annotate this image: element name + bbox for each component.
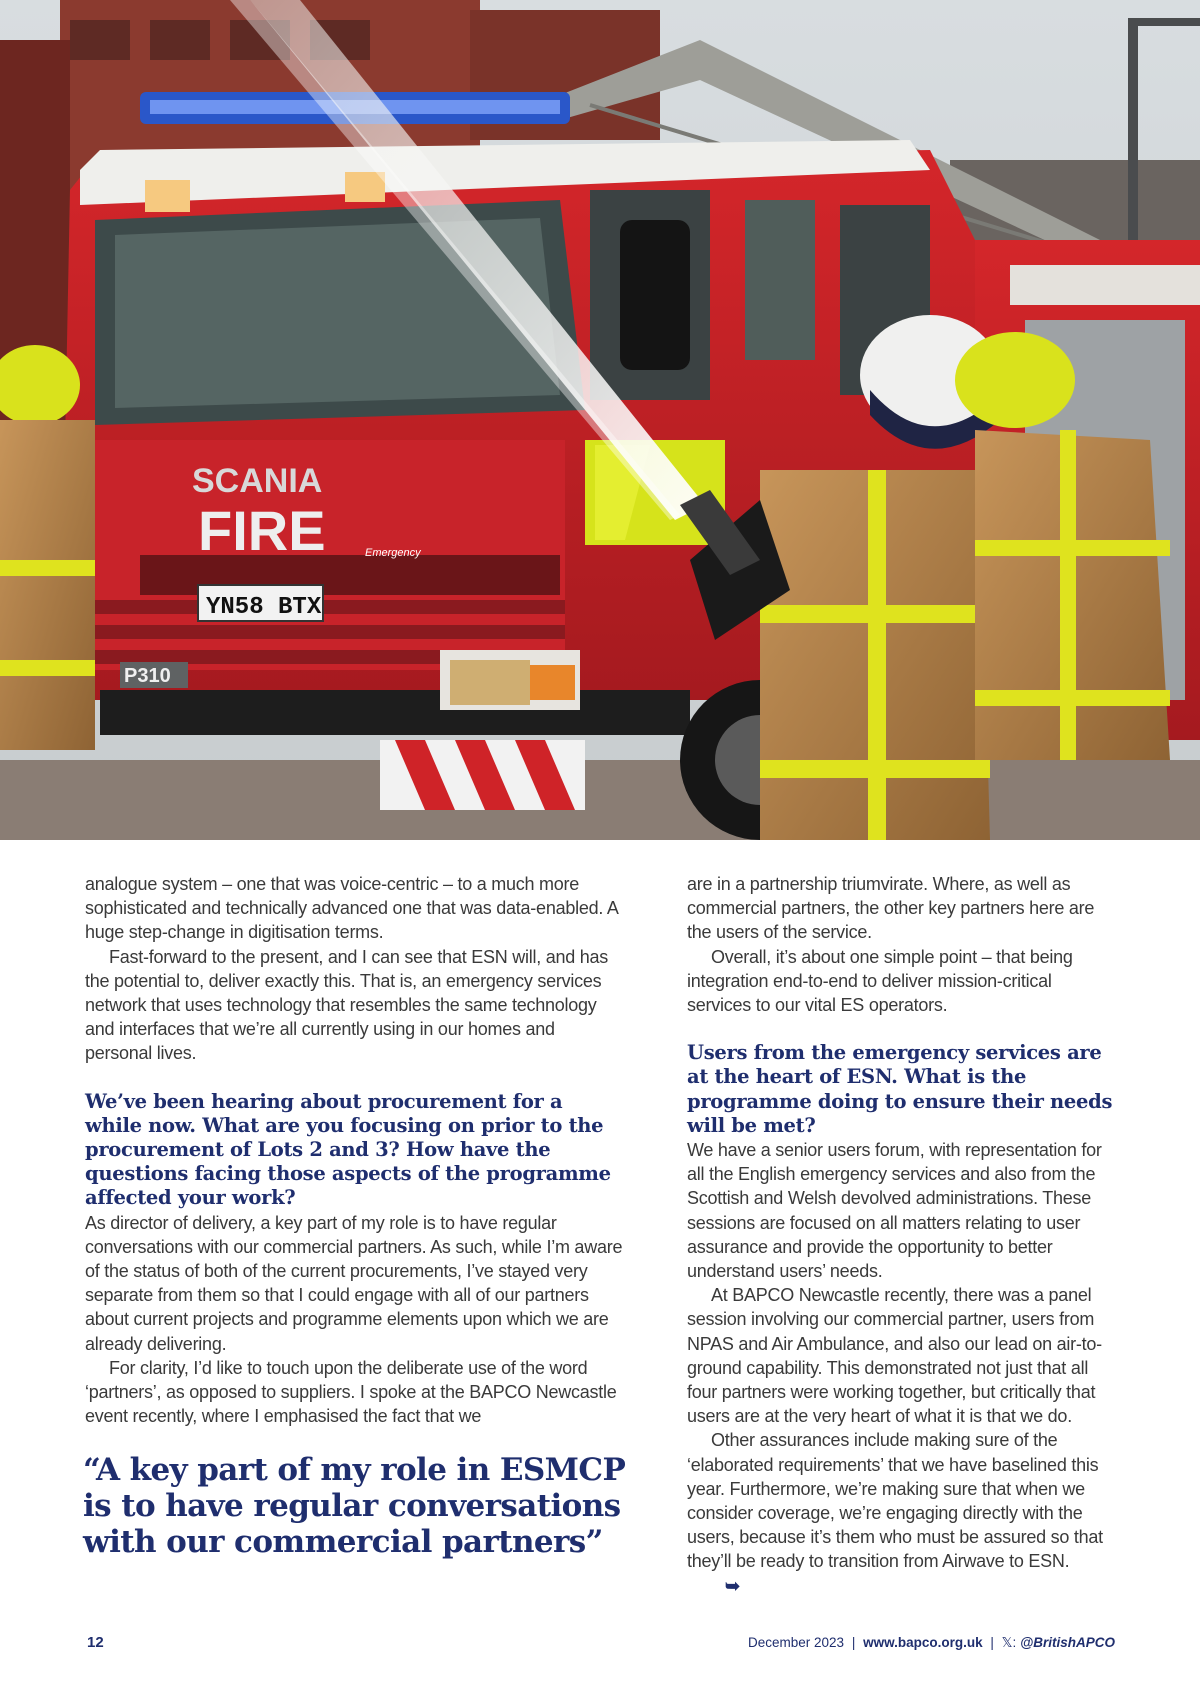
footer-date: December 2023 bbox=[748, 1635, 845, 1650]
number-plate: YN58 BTX bbox=[206, 594, 322, 621]
right-paragraph-5 bbox=[687, 1428, 1117, 1597]
page-number: 12 bbox=[87, 1634, 104, 1651]
right-paragraph-4: At BAPCO Newcastle recently, there was a panel session involving our commercial partner, users from NPAS and Air Ambulance, and also our lead on air-to-ground capability. This demonstrated not just that all four partners were working together, but critically that users are at the very heart of what it is that we do. bbox=[687, 1285, 1102, 1427]
left-paragraph-2: Fast-forward to the present, and I can see that ESN will, and has the potential to, deliver exactly this. That is, an emergency services network that uses technology that resembles the same technology and interfaces that we’re all currently using in our homes and personal lives. bbox=[85, 946, 609, 1064]
right-paragraph-5-text: Other assurances include making sure of the ‘elaborated requirements’ that we have baselined this year. Furthermore, we’re making sure that when we consider coverage, we’re engaging directly with the users, because it’s them who must be assured so that they’ll be ready to transition from Airwave to ESN. bbox=[687, 1430, 1103, 1572]
fire-engine-illustration bbox=[0, 0, 1200, 840]
truck-label: FIRE bbox=[198, 499, 326, 562]
question-heading-users: Users from the emergency services are at the heart of ESN. What is the programme doing to ensure their needs will be met? bbox=[687, 1041, 1113, 1137]
left-paragraph-4: For clarity, I’d like to touch upon the deliberate use of the word ‘partners’, as opposed to suppliers. I spoke at the BAPCO Newcastle event recently, where I emphasised the fact that we bbox=[85, 1357, 617, 1427]
footer-info bbox=[748, 1635, 1115, 1651]
left-paragraph-3: As director of delivery, a key part of my role is to have regular conversations with our commercial partners. As such, while I’m aware of the status of both of the current procurements, I’ve stayed very separate from them so that I could engage with all of our partners about current projects and programme elements upon which we are already delivering. bbox=[85, 1212, 623, 1354]
x-logo-icon: 𝕏: bbox=[1001, 1635, 1017, 1650]
footer-separator: | bbox=[990, 1635, 994, 1650]
left-paragraph-1: analogue system – one that was voice-centric – to a much more sophisticated and technically advanced one that was data-enabled. A huge step-change in digitisation terms. bbox=[85, 874, 618, 943]
continue-arrow-icon: ➥ bbox=[725, 1575, 740, 1596]
right-column bbox=[687, 872, 1117, 1598]
footer-separator: | bbox=[851, 1635, 856, 1650]
right-paragraph-1: are in a partnership triumvirate. Where, as well as commercial partners, the other key partners here are the users of the service. bbox=[687, 874, 1095, 943]
truck-brand: SCANIA bbox=[192, 462, 323, 500]
footer-website-link[interactable]: www.bapco.org.uk bbox=[863, 1635, 983, 1650]
footer-social-handle[interactable]: @BritishAPCO bbox=[1020, 1635, 1115, 1650]
pull-quote: “A key part of my role in ESMCP is to have regular conversations with our commercial partners” bbox=[83, 1452, 626, 1560]
emergency-badge: Emergency bbox=[365, 547, 421, 559]
fleet-number: P310 bbox=[124, 665, 171, 687]
question-heading-procurement: We’ve been hearing about procurement for a while now. What are you focusing on prior to the procurement of Lots 2 and 3? How have the questions facing those aspects of the programme affected your work? bbox=[85, 1089, 611, 1210]
right-paragraph-2: Overall, it’s about one simple point – that being integration end-to-end to deliver mission-critical services to our vital ES operators. bbox=[687, 946, 1073, 1016]
left-column bbox=[85, 872, 625, 1428]
right-paragraph-3: We have a senior users forum, with representation for all the English emergency services and also from the Scottish and Welsh devolved administrations. These sessions are focused on all matters relating to user assurance and provide the opportunity to better understand users’ needs. bbox=[687, 1140, 1102, 1282]
hero-photo bbox=[0, 0, 1200, 840]
